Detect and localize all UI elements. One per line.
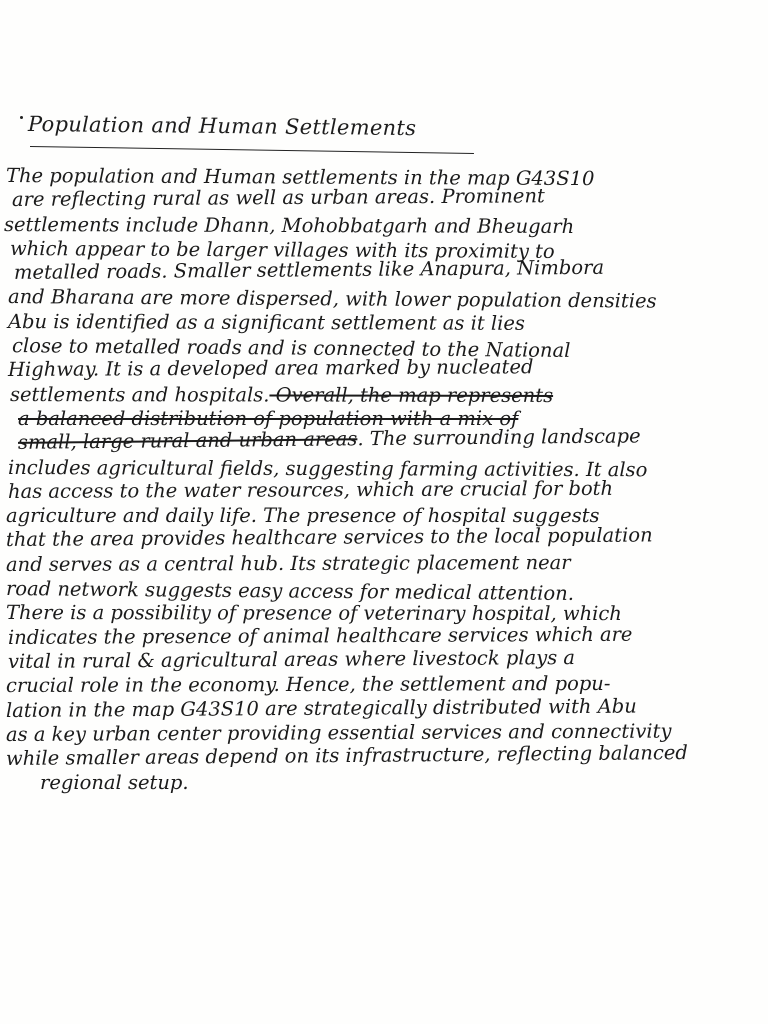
bullet-dot <box>20 116 23 119</box>
text-line: lation in the map G43S10 are strategically distributed with Abu <box>5 694 637 722</box>
text-line: indicates the presence of animal healthcare services which are <box>7 622 633 649</box>
text-line: and Bharana are more dispersed, with lower population densities <box>7 285 657 314</box>
text-line: close to metalled roads and is connected to the National <box>11 334 571 363</box>
text-line: The population and Human settlements in the map G43S10 <box>5 164 595 191</box>
page-title: Population and Human Settlements <box>27 112 417 141</box>
text-line: road network suggests easy access for medical attention. <box>5 577 575 606</box>
text-line: agriculture and daily life. The presence of hospital suggests <box>6 504 600 528</box>
text-line: has access to the water resources, which are crucial for both <box>7 476 614 503</box>
text-line: small, large rural and urban areas. The surrounding landscape <box>17 424 641 455</box>
text-line: crucial role in the economy. Hence, the settlement and popu- <box>5 672 611 698</box>
text-line: are reflecting rural as well as urban areas. Prominent <box>11 184 545 212</box>
text-line: vital in rural & agricultural areas where livestock plays a <box>7 645 576 673</box>
text-line: Abu is identified as a significant settlement as it lies <box>7 309 525 335</box>
text-line: settlements include Dhann, Mohobbatgarh and Bheugarh <box>3 212 575 238</box>
struck-text: Overall, the map represents <box>269 383 554 407</box>
text-line: and serves as a central hub. Its strategic placement near <box>5 550 571 576</box>
essay-body <box>4 164 768 796</box>
text-line: as a key urban center providing essential services and connectivity <box>5 719 672 746</box>
text-line: metalled roads. Smaller settlements like Anapura, Nimbora <box>13 255 605 285</box>
text-line: regional setup. <box>40 771 189 795</box>
struck-text: a balanced distribution of population with a mix of <box>18 406 519 430</box>
text-line: Highway. It is a developed area marked by nucleated <box>7 355 534 382</box>
text-line: settlements and hospitals. Overall, the map represents <box>9 382 554 407</box>
text-line: while smaller areas depend on its infrastructure, reflecting balanced <box>5 741 688 771</box>
text-line: There is a possibility of presence of veterinary hospital, which <box>5 601 622 626</box>
text-line: which appear to be larger villages with its proximity to <box>9 236 555 263</box>
title-underline <box>30 146 474 154</box>
struck-text: small, large rural and urban areas <box>17 427 358 455</box>
text-line: includes agricultural fields, suggesting farming activities. It also <box>7 455 648 481</box>
text-line: that the area provides healthcare services to the local population <box>5 523 653 552</box>
